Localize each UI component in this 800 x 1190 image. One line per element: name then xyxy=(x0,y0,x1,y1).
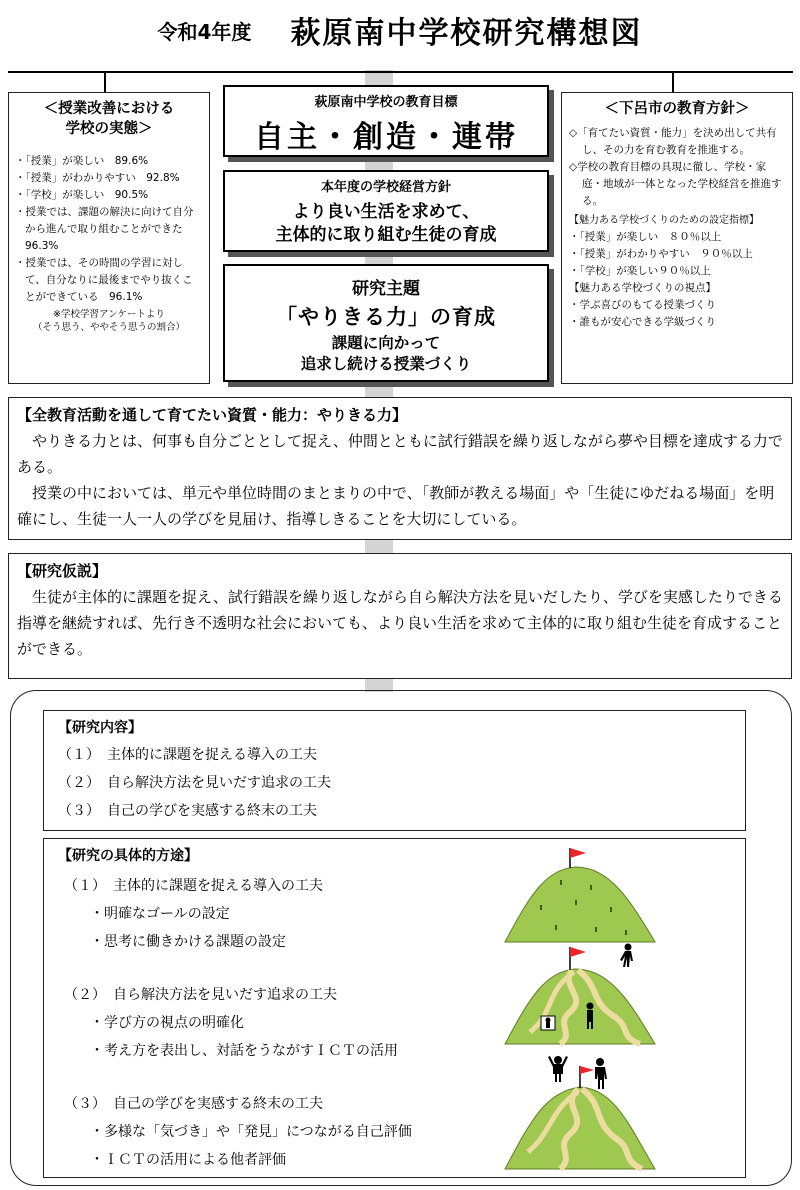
flag-icon xyxy=(570,947,586,957)
mountain-illustration-1 xyxy=(500,845,660,945)
school-situation-heading: ＜授業改善における 学校の実態＞ xyxy=(43,101,175,137)
right-connector-stub xyxy=(672,71,674,93)
flag-icon xyxy=(570,848,586,858)
mountain-illustration-2 xyxy=(500,942,660,1047)
viewpoint-item: ・誰もが安心できる学級づくり xyxy=(569,316,716,328)
research-content-item: （３） 自己の学びを実感する終末の工夫 xyxy=(58,803,317,819)
person-icon xyxy=(620,944,633,968)
qualities-paragraph: 授業の中においては、単元や単位時間のまとまりの中で、「教師が教える場面」や「生徒にゆだねる場面」を明確にし、生徒一人一人の学びを見届け、指導しきることを大切にしている。 xyxy=(17,484,775,528)
city-policy-heading: ＜下呂市の教育方針＞ xyxy=(604,101,750,117)
management-policy-text: より良い生活を求めて、 主体的に取り組む生徒の育成 xyxy=(275,202,497,245)
title-main: 萩原南中学校研究構想図 xyxy=(290,16,643,51)
top-connector-line xyxy=(8,71,793,73)
school-situation-box xyxy=(8,92,210,384)
situation-item: ・「授業」が楽しい 89.6% xyxy=(15,155,149,167)
management-policy-box xyxy=(223,170,549,252)
means-group-title: （１） 主体的に課題を捉える導入の工夫 xyxy=(64,878,323,894)
means-bullet: ・思考に働きかける課題の設定 xyxy=(90,934,286,950)
means-bullet: ・多様な「気づき」や「発見」につながる自己評価 xyxy=(90,1124,412,1140)
survey-note: ※学校学習アンケートより （そう思う、ややそう思うの割合） xyxy=(32,309,185,333)
research-content-item: （１） 主体的に課題を捉える導入の工夫 xyxy=(58,747,317,763)
qualities-heading: 【全教育活動を通して育てたい資質・能力：やりきる力】 xyxy=(17,406,408,424)
means-group-title: （２） 自ら解決方法を見いだす追求の工夫 xyxy=(64,987,337,1003)
person-icon xyxy=(548,1056,568,1082)
education-goal-box xyxy=(223,85,549,157)
mountain-icon xyxy=(505,867,655,942)
mountain-illustration-3 xyxy=(500,1052,660,1172)
research-means-heading: 【研究の具体的方途】 xyxy=(58,848,198,864)
page-title xyxy=(0,8,800,52)
situation-item: ・「授業」がわかりやすい 92.8% xyxy=(15,172,180,184)
flag-icon xyxy=(580,1066,594,1074)
research-theme-label: 研究主題 xyxy=(352,279,420,299)
indicator-item: ・「授業」がわかりやすい ９０％以上 xyxy=(569,248,753,260)
research-theme-main: 「やりきる力」の育成 xyxy=(276,305,496,329)
education-goal-label: 萩原南中学校の教育目標 xyxy=(314,95,458,110)
means-group-title: （３） 自己の学びを実感する終末の工夫 xyxy=(64,1096,323,1112)
person-icon xyxy=(595,1058,607,1089)
research-theme-box xyxy=(223,264,549,382)
hypothesis-heading: 【研究仮説】 xyxy=(17,562,108,580)
person-icon xyxy=(541,1016,555,1030)
research-content-item: （２） 自ら解決方法を見いだす追求の工夫 xyxy=(58,775,331,791)
hypothesis-box xyxy=(8,553,792,679)
left-connector-stub xyxy=(104,71,106,93)
hypothesis-text: 生徒が主体的に課題を捉え、試行錯誤を繰り返しながら自ら解決方法を見いだしたり、学びを実感したりできる指導を継続すれば、先行き不透明な社会においても、より良い生活を求めて主体的に取り組む生徒を育成することができる。 xyxy=(17,588,783,658)
means-bullet: ・考え方を表出し、対話をうながすＩＣＴの活用 xyxy=(90,1043,398,1059)
viewpoint-item: ・学ぶ喜びのもてる授業づくり xyxy=(569,299,716,311)
qualities-box xyxy=(8,397,792,540)
means-bullet: ・明確なゴールの設定 xyxy=(90,906,230,922)
research-content-box xyxy=(43,710,746,831)
management-policy-label: 本年度の学校経営方針 xyxy=(320,180,451,195)
situation-item: ・授業では、課題の解決に向けて自分から進んで取り組むことができた 96.3% xyxy=(15,206,204,252)
research-content-heading: 【研究内容】 xyxy=(58,720,142,736)
city-policy-paragraph: ◇「育てたい資質・能力」を決め出して共有し、その力を育む教育を推進する。 xyxy=(569,127,777,156)
city-policy-paragraph: ◇学校の教育目標の具現に徹し、学校・家庭・地域が一体となった学校経営を推進する。 xyxy=(569,161,782,207)
means-bullet: ・ＩＣＴの活用による他者評価 xyxy=(90,1152,286,1168)
education-goal-text: 自主・創造・連帯 xyxy=(254,120,518,155)
indicator-heading: 【魅力ある学校づくりのための設定指標】 xyxy=(569,215,759,226)
situation-item: ・授業では、その時間の学習に対して、自分なりに最後までやり抜くことができている 96.1% xyxy=(15,257,193,303)
qualities-paragraph: やりきる力とは、何事も自分ごととして捉え、仲間とともに試行錯誤を繰り返しながら夢や目標を達成する力である。 xyxy=(17,432,783,476)
indicator-item: ・「授業」が楽しい ８０％以上 xyxy=(569,231,722,243)
research-theme-sub: 課題に向かって 追求し続ける授業づくり xyxy=(300,334,472,373)
title-fiscal-year: 令和4年度 xyxy=(157,19,252,44)
indicator-item: ・「学校」が楽しい９０％以上 xyxy=(569,265,711,277)
mountain-icon xyxy=(505,969,655,1044)
viewpoint-heading: 【魅力ある学校づくりの視点】 xyxy=(569,282,716,294)
city-policy-box xyxy=(561,92,793,384)
mountain-icon xyxy=(505,1087,655,1169)
means-bullet: ・学び方の視点の明確化 xyxy=(90,1015,244,1031)
situation-item: ・「学校」が楽しい 90.5% xyxy=(15,189,149,201)
